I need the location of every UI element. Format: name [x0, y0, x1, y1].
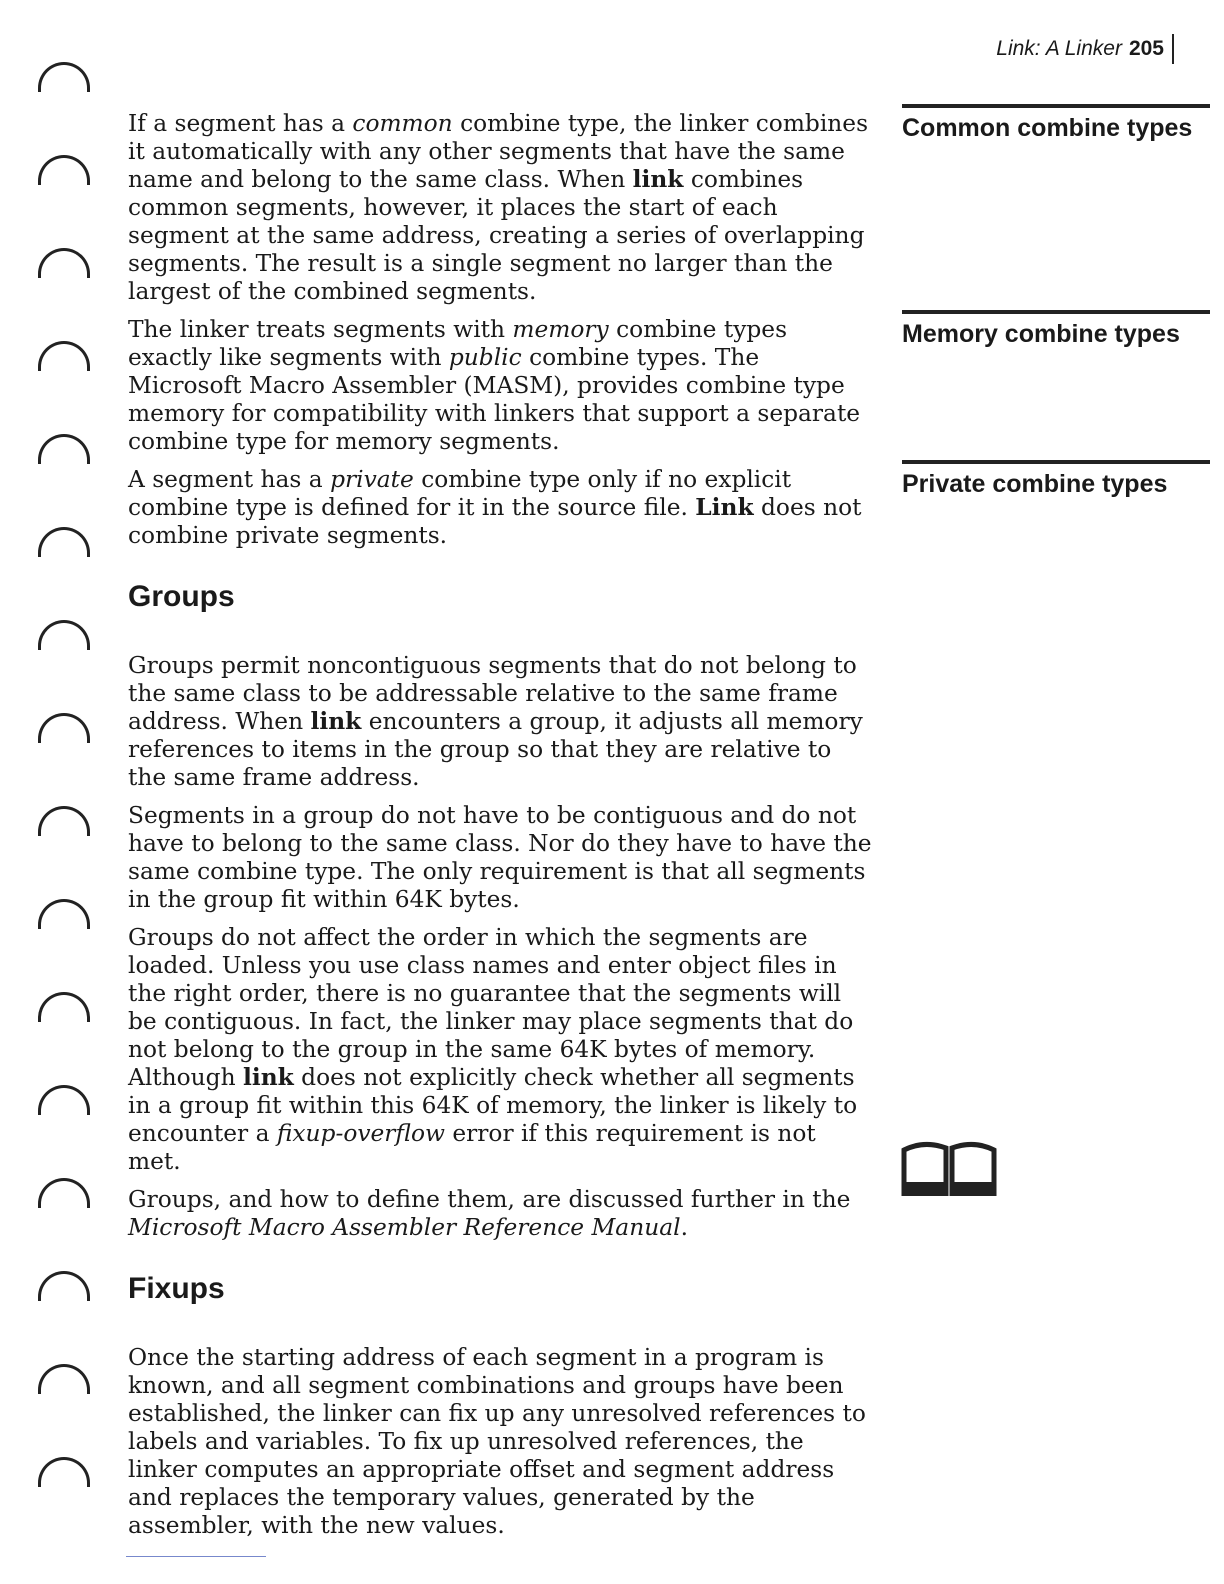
sidenote-common-combine — [902, 104, 1210, 142]
paragraph — [128, 316, 873, 456]
text-run: combine types. The Microsoft Macro Assembler (MASM), provides combine type memory for compatibility with linkers that support a separate combine type for memory segments. — [128, 344, 861, 455]
text-run: combine types exactly like segments with — [128, 316, 788, 371]
section-fixups — [128, 1344, 873, 1540]
main-text — [128, 110, 873, 1550]
paragraph — [128, 110, 873, 306]
text-run: combines common segments, however, it places the start of each segment at the same address, creating a series of overlapping segments. The result is a single segment no larger than the largest of the combined segments. — [128, 166, 865, 305]
bold-term: link — [310, 708, 362, 735]
paragraph — [128, 924, 873, 1176]
binder-hole-icon — [38, 1364, 90, 1394]
italic-term: private — [330, 466, 414, 493]
binder-hole-icon — [38, 155, 90, 185]
paragraph — [128, 802, 873, 914]
italic-term: Microsoft Macro Assembler Reference Manual — [128, 1214, 681, 1241]
text-run: If a segment has a — [128, 110, 353, 137]
heading-groups: Groups — [128, 580, 235, 613]
text-run: Once the starting address of each segment in a program is known, and all segment combinations and groups have been established, the linker can fix up any unresolved references to labels and variables. To fix up unresolved references, the linker computes an appropriate offset and segment address and replaces the temporary values, generated by the assembler, with the new values. — [128, 1344, 866, 1539]
italic-term: common — [352, 110, 453, 137]
text-run: A segment has a — [128, 466, 331, 493]
header-title: Link: A Linker — [996, 37, 1122, 60]
text-run: Segments in a group do not have to be contiguous and do not have to belong to the same class. Nor do they have to have the same combine type. The only requirement is that all segments in the group fit within 64K bytes. — [128, 802, 872, 913]
text-run: does not combine private segments. — [128, 494, 862, 549]
page-number: 205 — [1128, 37, 1164, 60]
sidenote-memory-combine — [902, 310, 1210, 348]
sidenote-text: Private combine types — [902, 470, 1168, 498]
binder-hole-icon — [38, 899, 90, 929]
binder-hole-icon — [38, 527, 90, 557]
text-run: error if this requirement is not met. — [128, 1120, 816, 1175]
text-run: encounters a group, it adjusts all memory references to items in the group so that they are relative to the same frame address. — [128, 708, 863, 791]
text-run: combine type, the linker combines it automatically with any other segments that have the same name and belong to the same class. When — [128, 110, 869, 193]
footer-rule — [126, 1556, 266, 1557]
binder-hole-icon — [38, 620, 90, 650]
sidenote-text: Common combine types — [902, 114, 1193, 142]
book-icon — [900, 1136, 998, 1196]
binder-hole-icon — [38, 434, 90, 464]
binder-hole-icon — [38, 1271, 90, 1301]
binder-hole-icon — [38, 713, 90, 743]
section-groups — [128, 652, 873, 1242]
text-run: The linker treats segments with — [128, 316, 513, 343]
binder-hole-icon — [38, 248, 90, 278]
binder-hole-icon — [38, 1085, 90, 1115]
sidenote-private-combine — [902, 460, 1210, 498]
text-run: Groups permit noncontiguous segments that do not belong to the same class to be addressable relative to the same frame address. When — [128, 652, 857, 735]
text-run: Groups, and how to define them, are discussed further in the — [128, 1186, 851, 1213]
heading-fixups: Fixups — [128, 1272, 225, 1305]
binder-hole-icon — [38, 341, 90, 371]
binder-hole-icon — [38, 992, 90, 1022]
paragraph — [128, 1344, 873, 1540]
italic-term: memory — [512, 316, 609, 343]
text-run: does not explicitly check whether all segments in a group fit within this 64K of memory, the linker is likely to encounter a — [128, 1064, 858, 1147]
bold-term: link — [243, 1064, 294, 1091]
italic-term: public — [448, 344, 522, 371]
text-run: Groups do not affect the order in which the segments are loaded. Unless you use class names and enter object files in the right order, there is no guarantee that the segments will be contiguous. In fact, the linker may place segments that do not belong to the group in the same 64K bytes of memory. Although — [128, 924, 854, 1091]
italic-term: fixup-overflow — [276, 1120, 445, 1147]
binder-hole-icon — [38, 1178, 90, 1208]
section-combine-types — [128, 110, 873, 550]
text-run: combine type only if no explicit combine type is defined for it in the source file. — [128, 466, 792, 521]
binder-hole-icon — [38, 62, 90, 92]
running-header — [996, 34, 1174, 64]
paragraph — [128, 1186, 873, 1242]
bold-term: link — [632, 166, 684, 193]
bold-term: Link — [695, 494, 754, 521]
binder-hole-icon — [38, 806, 90, 836]
paragraph — [128, 652, 873, 792]
paragraph — [128, 466, 873, 550]
binder-hole-icon — [38, 1457, 90, 1487]
text-run: . — [680, 1214, 688, 1241]
sidenote-text: Memory combine types — [902, 320, 1180, 348]
